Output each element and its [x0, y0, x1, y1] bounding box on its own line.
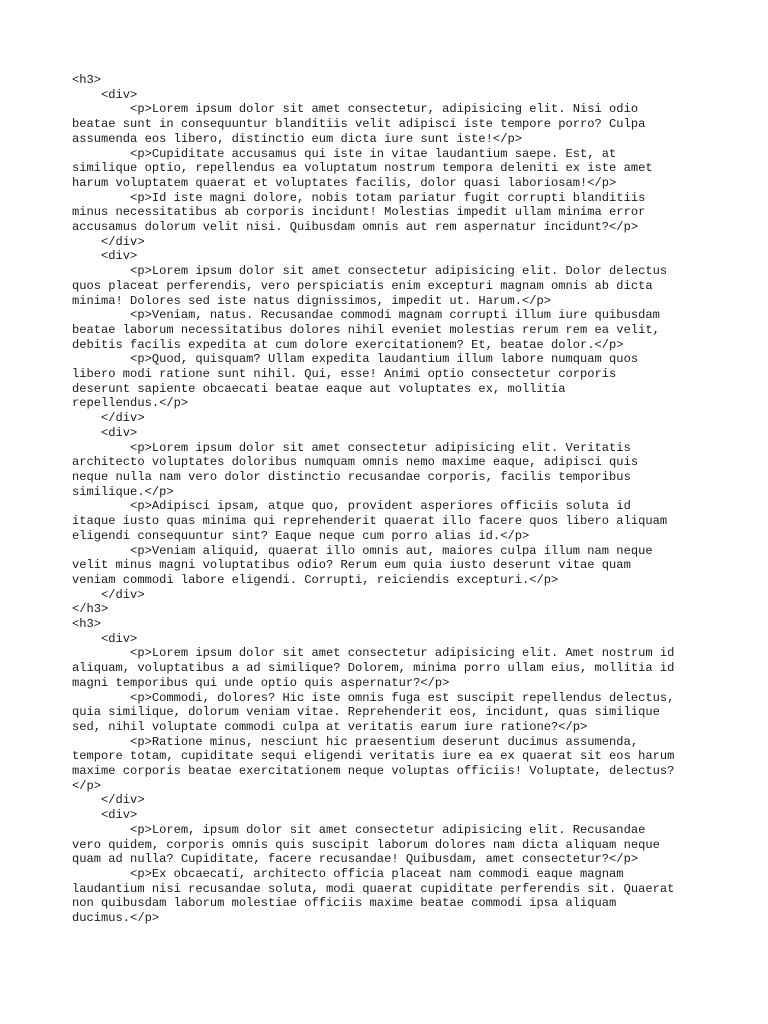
- code-line: veniam commodi labore eligendi. Corrupti, reiciendis excepturi.</p>: [72, 572, 559, 587]
- code-line: <div>: [72, 631, 138, 646]
- code-line: <h3>: [72, 617, 102, 632]
- code-line: similique optio, repellendus ea voluptatum nostrum tempora deleniti ex iste amet: [72, 161, 653, 176]
- code-line: harum voluptatem quaerat et voluptates facilis, dolor quasi laboriosam!</p>: [72, 175, 617, 190]
- code-line: <div>: [72, 87, 138, 102]
- code-line: <p>Veniam, natus. Recusandae commodi magnam corrupti illum iure quibusdam: [72, 308, 660, 323]
- code-line: repellendus.</p>: [72, 396, 189, 411]
- code-line: beatae laborum necessitatibus dolores nihil eveniet molestias rerum rem ea velit,: [72, 322, 660, 337]
- code-line: <h3>: [72, 73, 102, 87]
- code-listing: [72, 73, 702, 926]
- code-line: </p>: [72, 778, 102, 793]
- code-line: <div>: [72, 425, 138, 440]
- code-line: sed, nihil voluptate commodi culpa at veritatis earum iure ratione?</p>: [72, 719, 588, 734]
- code-line: non quibusdam laborum molestiae officiis maxime beatae commodi ipsa aliquam: [72, 896, 617, 911]
- code-line: <p>Ratione minus, nesciunt hic praesentium deserunt ducimus assumenda,: [72, 734, 639, 749]
- document-page: [72, 73, 702, 926]
- code-line: velit minus magni voluptatibus odio? Rerum eum quia iusto deserunt vitae quam: [72, 558, 631, 573]
- code-line: <p>Id iste magni dolore, nobis totam pariatur fugit corrupti blanditiis: [72, 190, 646, 205]
- code-line: <div>: [72, 808, 138, 823]
- code-line: <p>Lorem, ipsum dolor sit amet consectetur adipisicing elit. Recusandae: [72, 822, 646, 837]
- code-line: architecto voluptates doloribus numquam omnis nemo maxime eaque, adipisci quis: [72, 455, 639, 470]
- code-line: beatae sunt in consequuntur blanditiis velit adipisci iste tempore porro? Culpa: [72, 117, 646, 132]
- code-line: <div>: [72, 249, 138, 264]
- code-line: debitis facilis expedita at cum dolore exercitationem? Et, beatae dolor.</p>: [72, 337, 624, 352]
- code-line: minus necessitatibus ab corporis incidunt! Molestias impedit ullam minima error: [72, 205, 646, 220]
- code-line: </div>: [72, 234, 145, 249]
- code-line: vero quidem, corporis omnis quis suscipit laborum dolores nam dicta aliquam neque: [72, 837, 660, 852]
- code-line: <p>Lorem ipsum dolor sit amet consectetur adipisicing elit. Dolor delectus: [72, 264, 668, 279]
- code-line: laudantium nisi recusandae soluta, modi quaerat cupiditate perferendis sit. Quaerat: [72, 881, 675, 896]
- code-line: <p>Lorem ipsum dolor sit amet consectetur, adipisicing elit. Nisi odio: [72, 102, 639, 117]
- code-line: <p>Commodi, dolores? Hic iste omnis fuga est suscipit repellendus delectus,: [72, 690, 675, 705]
- code-line: <p>Quod, quisquam? Ullam expedita laudantium illum labore numquam quos: [72, 352, 639, 367]
- code-line: </div>: [72, 587, 145, 602]
- code-line: tempore totam, cupiditate sequi eligendi veritatis iure ea ex quaerat sit eos harum: [72, 749, 675, 764]
- code-line: accusamus dolorum velit nisi. Quibusdam omnis aut rem aspernatur incidunt?</p>: [72, 220, 639, 235]
- code-line: <p>Lorem ipsum dolor sit amet consectetur adipisicing elit. Amet nostrum id: [72, 646, 675, 661]
- code-line: <p>Cupiditate accusamus qui iste in vitae laudantium saepe. Est, at: [72, 146, 617, 161]
- code-line: quam ad nulla? Cupiditate, facere recusandae! Quibusdam, amet consectetur?</p>: [72, 852, 639, 867]
- code-line: neque nulla nam vero dolor distinctio recusandae corporis, facilis temporibus: [72, 469, 631, 484]
- code-line: </h3>: [72, 602, 109, 617]
- code-line: </div>: [72, 793, 145, 808]
- code-line: <p>Ex obcaecati, architecto officia placeat nam commodi eaque magnam: [72, 866, 624, 881]
- code-line: eligendi consequuntur sint? Eaque neque cum porro alias id.</p>: [72, 528, 530, 543]
- code-line: <p>Adipisci ipsam, atque quo, provident asperiores officiis soluta id: [72, 499, 631, 514]
- code-line: aliquam, voluptatibus a ad similique? Dolorem, minima porro ullam eius, mollitia id: [72, 661, 675, 676]
- code-line: </div>: [72, 411, 145, 426]
- code-line: itaque iusto quas minima qui reprehenderit quaerat illo facere quos libero aliquam: [72, 514, 668, 529]
- code-line: assumenda eos libero, distinctio eum dicta iure sunt iste!</p>: [72, 131, 522, 146]
- code-line: <p>Lorem ipsum dolor sit amet consectetur adipisicing elit. Veritatis: [72, 440, 631, 455]
- code-line: libero modi ratione sunt nihil. Qui, esse! Animi optio consectetur corporis: [72, 367, 617, 382]
- code-line: quos placeat perferendis, vero perspiciatis enim excepturi magnam omnis ab dicta: [72, 278, 653, 293]
- code-line: <p>Veniam aliquid, quaerat illo omnis aut, maiores culpa illum nam neque: [72, 543, 653, 558]
- code-line: similique.</p>: [72, 484, 174, 499]
- code-line: quia similique, dolorum veniam vitae. Reprehenderit eos, incidunt, quas similique: [72, 705, 660, 720]
- code-line: maxime corporis beatae exercitationem neque voluptas officiis! Voluptate, delectus?: [72, 764, 675, 779]
- code-line: deserunt sapiente obcaecati beatae eaque aut voluptates ex, mollitia: [72, 381, 566, 396]
- code-line: minima! Dolores sed iste natus dignissimos, impedit ut. Harum.</p>: [72, 293, 551, 308]
- code-line: ducimus.</p>: [72, 911, 160, 926]
- code-line: magni temporibus qui unde optio quis aspernatur?</p>: [72, 675, 450, 690]
